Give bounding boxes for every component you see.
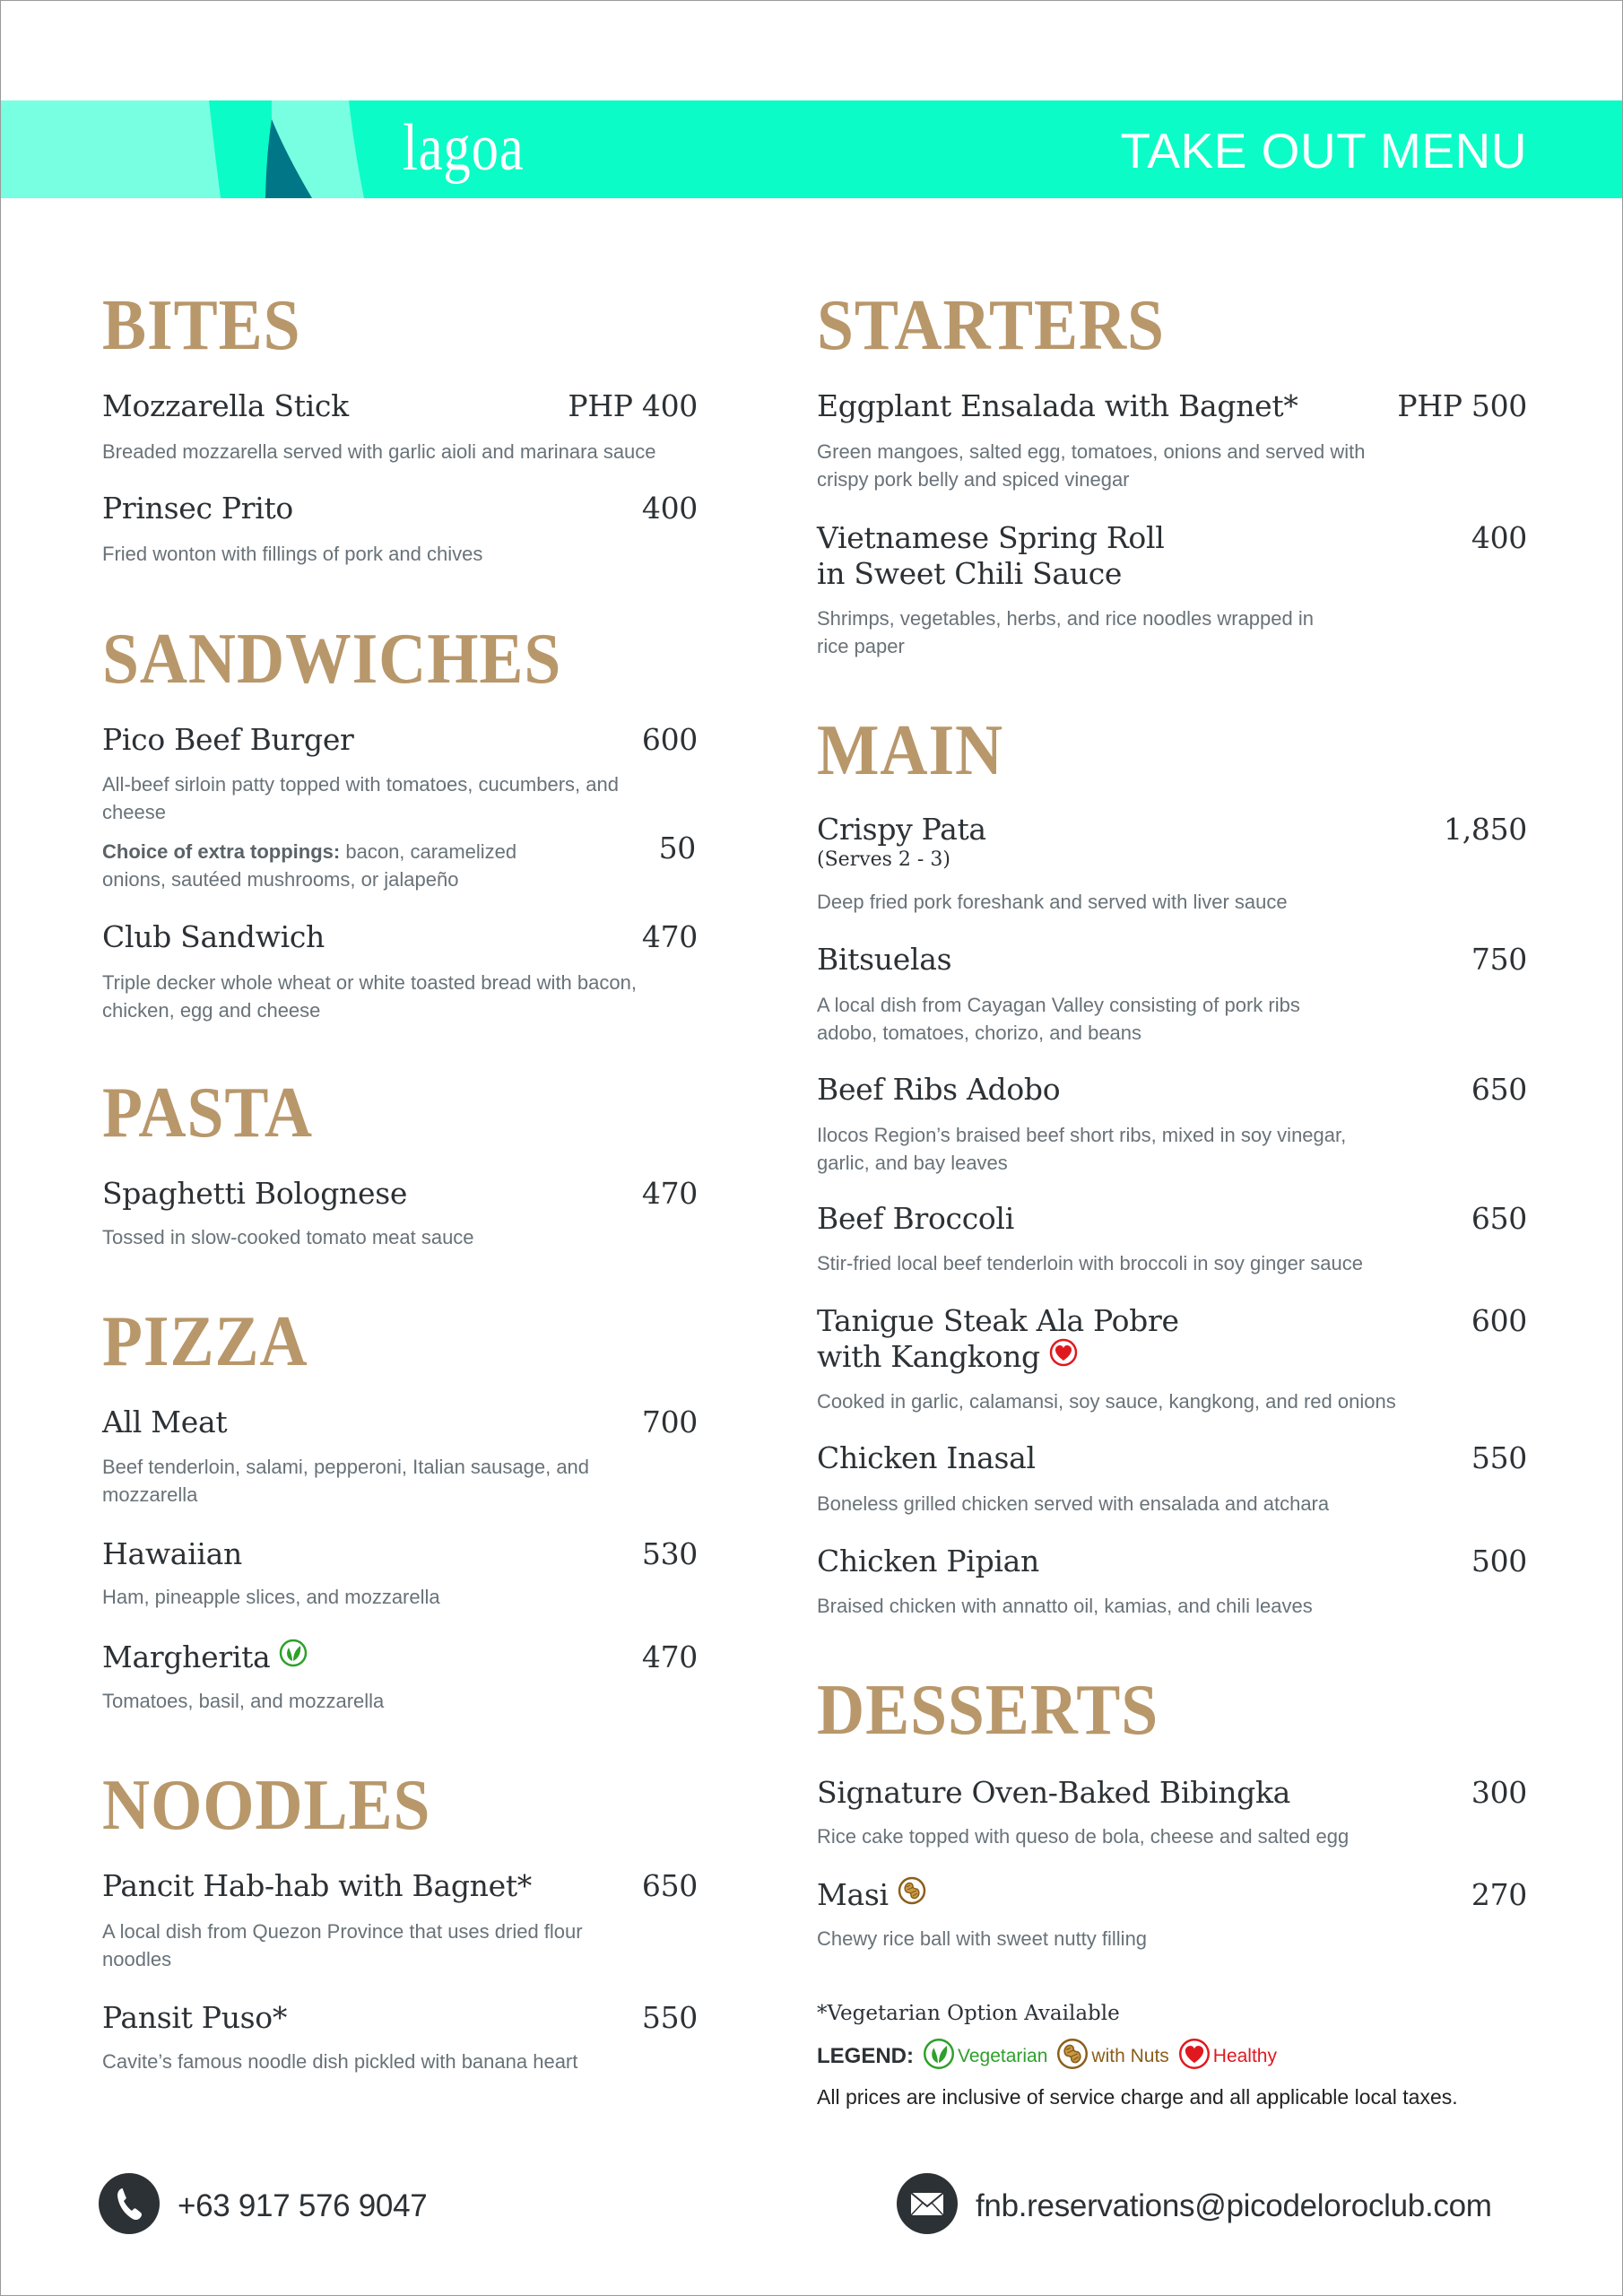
section-heading-sandwiches: SANDWICHES [102, 620, 562, 699]
nuts-icon [898, 1876, 926, 1913]
item-name: Margherita [102, 1639, 271, 1674]
item-name: Chicken Pipian [817, 1544, 1039, 1578]
healthy-icon [1049, 1338, 1078, 1375]
vegetarian-icon [923, 2038, 958, 2075]
item-description: Boneless grilled chicken served with ensalada and atchara [817, 1492, 1330, 1515]
menu-item-row [817, 1544, 1527, 1579]
vegetarian-icon [279, 1639, 308, 1675]
item-name: Vietnamese Spring Roll [817, 520, 1165, 555]
item-description: Braised chicken with annatto oil, kamias, and chili leaves [817, 1595, 1313, 1617]
section-heading-desserts: DESSERTS [817, 1671, 1159, 1750]
addon-label: Choice of extra toppings: [102, 840, 341, 863]
item-name: Bitsuelas [817, 942, 952, 977]
legend-text: Healthy [1212, 2046, 1277, 2066]
serving-note: (Serves 2 - 3) [817, 848, 950, 871]
item-price: 550 [1471, 1440, 1527, 1475]
item-name: Tanigue Steak Ala Pobre [817, 1303, 1179, 1338]
item-price: 500 [1471, 1544, 1527, 1578]
item-price: 1,850 [1444, 812, 1527, 847]
item-description: Fried wonton with fillings of pork and chives [102, 543, 483, 565]
section-heading-noodles: NOODLES [102, 1766, 431, 1845]
item-description: Cooked in garlic, calamansi, soy sauce, kangkong, and red onions [817, 1390, 1396, 1413]
item-name: Pancit Hab-hab with Bagnet* [102, 1868, 533, 1903]
item-price: 550 [641, 2000, 698, 2035]
item-name: Club Sandwich [102, 919, 325, 954]
item-name-block [817, 520, 1164, 592]
item-name-line2: in Sweet Chili Sauce [817, 556, 1123, 591]
item-name: Crispy Pata [817, 812, 986, 847]
item-description: Chewy rice ball with sweet nutty filling [817, 1927, 1148, 1950]
item-name: Eggplant Ensalada with Bagnet* [817, 388, 1298, 423]
menu-item-row [102, 2000, 698, 2036]
menu-item-row [817, 1877, 1527, 1916]
menu-item-row [102, 491, 698, 526]
section-heading-pizza: PIZZA [102, 1302, 308, 1381]
item-name: Hawaiian [102, 1536, 243, 1571]
section-heading-bites: BITES [102, 286, 301, 365]
item-description: Tomatoes, basil, and mozzarella [102, 1690, 385, 1712]
menu-item-row [102, 388, 698, 424]
item-price: 700 [641, 1405, 698, 1439]
item-name: Chicken Inasal [817, 1440, 1036, 1475]
item-description: Cavite’s famous noodle dish pickled with banana heart [102, 2050, 578, 2073]
nuts-icon [1056, 2038, 1091, 2075]
item-name: Beef Ribs Adobo [817, 1072, 1061, 1107]
legend-item-healthy [1178, 2038, 1277, 2075]
menu-item-row [102, 1405, 698, 1440]
menu-item-row [102, 722, 698, 758]
item-name: Pansit Puso* [102, 2000, 288, 2035]
item-price: 400 [1471, 520, 1527, 555]
menu-item-row [102, 1868, 698, 1904]
item-description: Triple decker whole wheat or white toasted bread with bacon, chicken, egg and cheese [102, 971, 637, 1022]
item-price: 470 [641, 1176, 698, 1211]
item-name-block [817, 812, 986, 873]
menu-item-row [817, 1440, 1527, 1476]
item-price: PHP 400 [568, 388, 698, 423]
email-icon [897, 2173, 958, 2239]
vegetarian-note: *Vegetarian Option Available [817, 2002, 1120, 2025]
item-name: Prinsec Prito [102, 491, 293, 526]
item-description: A local dish from Cayagan Valley consisting of pork ribs adobo, tomatoes, chorizo, and beans [817, 994, 1300, 1044]
item-description: Shrimps, vegetables, herbs, and rice noodles wrapped in rice paper [817, 607, 1314, 657]
phone-contact[interactable] [99, 2173, 427, 2239]
item-description: Beef tenderloin, salami, pepperoni, Italian sausage, and mozzarella [102, 1456, 590, 1506]
item-price: 400 [641, 491, 698, 526]
addon-description [102, 838, 568, 893]
menu-item-row [102, 1536, 698, 1572]
item-description: A local dish from Quezon Province that uses dried flour noodles [102, 1920, 583, 1970]
item-price: 650 [1471, 1201, 1527, 1236]
item-description: Rice cake topped with queso de bola, cheese and salted egg [817, 1825, 1350, 1848]
legend-label: LEGEND: [817, 2044, 914, 2068]
section-heading-pasta: PASTA [102, 1074, 313, 1152]
menu-item-row [817, 1303, 1527, 1378]
item-name-with-icon [102, 1639, 308, 1678]
menu-item-row [102, 1176, 698, 1212]
item-name-with-icon [817, 1877, 926, 1916]
brand-logo: lagoa [403, 111, 525, 185]
addon-price: 50 [658, 831, 696, 865]
menu-item-row [102, 1639, 698, 1678]
item-description: Green mangoes, salted egg, tomatoes, onions and served with crispy pork belly and spiced vinegar [817, 440, 1366, 491]
item-price: 470 [641, 1639, 698, 1674]
item-description: Tossed in slow-cooked tomato meat sauce [102, 1226, 474, 1248]
phone-icon [99, 2173, 160, 2239]
menu-item-row [817, 388, 1527, 424]
section-heading-main: MAIN [817, 711, 1004, 790]
item-price: 530 [641, 1536, 698, 1571]
item-name-line2: with Kangkong [817, 1339, 1040, 1374]
item-name: Spaghetti Bolognese [102, 1176, 408, 1211]
item-price: 470 [641, 919, 698, 954]
email-address[interactable]: fnb.reservations@picodeloroclub.com [976, 2187, 1492, 2223]
legend-text: Vegetarian [958, 2046, 1048, 2066]
item-name: Masi [817, 1877, 889, 1912]
menu-item-row [817, 1201, 1527, 1237]
item-price: 750 [1471, 942, 1527, 977]
menu-item-row [817, 520, 1527, 592]
item-name: Beef Broccoli [817, 1201, 1014, 1236]
item-price: 300 [1471, 1775, 1527, 1810]
legend-text: with Nuts [1091, 2046, 1169, 2066]
menu-title: TAKE OUT MENU [1120, 123, 1527, 178]
item-price: PHP 500 [1397, 388, 1527, 423]
section-heading-starters: STARTERS [817, 286, 1165, 365]
menu-item-row [817, 812, 1527, 873]
addon-text: bacon, caramelized onions, sautéed mushrooms, or jalapeño [102, 840, 517, 891]
item-name: Signature Oven-Baked Bibingka [817, 1775, 1291, 1810]
item-description: All-beef sirloin patty topped with tomatoes, cucumbers, and cheese [102, 773, 619, 823]
item-name-block [817, 1303, 1179, 1378]
legend-item-vegetarian [923, 2038, 1047, 2075]
menu-item-row [102, 919, 698, 955]
phone-number[interactable]: +63 917 576 9047 [178, 2187, 428, 2223]
price-disclaimer: All prices are inclusive of service charge and all applicable local taxes. [817, 2085, 1458, 2109]
item-description: Ilocos Region’s braised beef short ribs, mixed in soy vinegar, garlic, and bay leaves [817, 1124, 1347, 1174]
menu-item-row [817, 1775, 1527, 1811]
item-name: Pico Beef Burger [102, 722, 354, 757]
email-contact[interactable] [897, 2173, 1492, 2239]
legend-item-nuts [1056, 2038, 1168, 2075]
item-price: 600 [1471, 1303, 1527, 1338]
item-description: Deep fried pork foreshank and served with liver sauce [817, 891, 1288, 913]
item-description: Ham, pineapple slices, and mozzarella [102, 1586, 440, 1608]
item-name: Mozzarella Stick [102, 388, 349, 423]
menu-item-row [817, 1072, 1527, 1108]
healthy-icon [1178, 2038, 1213, 2075]
item-name: All Meat [102, 1405, 228, 1439]
item-price: 650 [641, 1868, 698, 1903]
item-description: Stir-fried local beef tenderloin with broccoli in soy ginger sauce [817, 1252, 1363, 1274]
item-price: 650 [1471, 1072, 1527, 1107]
item-price: 270 [1471, 1877, 1527, 1912]
item-description: Breaded mozzarella served with garlic aioli and marinara sauce [102, 440, 656, 463]
menu-item-row [817, 942, 1527, 978]
item-price: 600 [641, 722, 698, 757]
legend [817, 2039, 1286, 2074]
